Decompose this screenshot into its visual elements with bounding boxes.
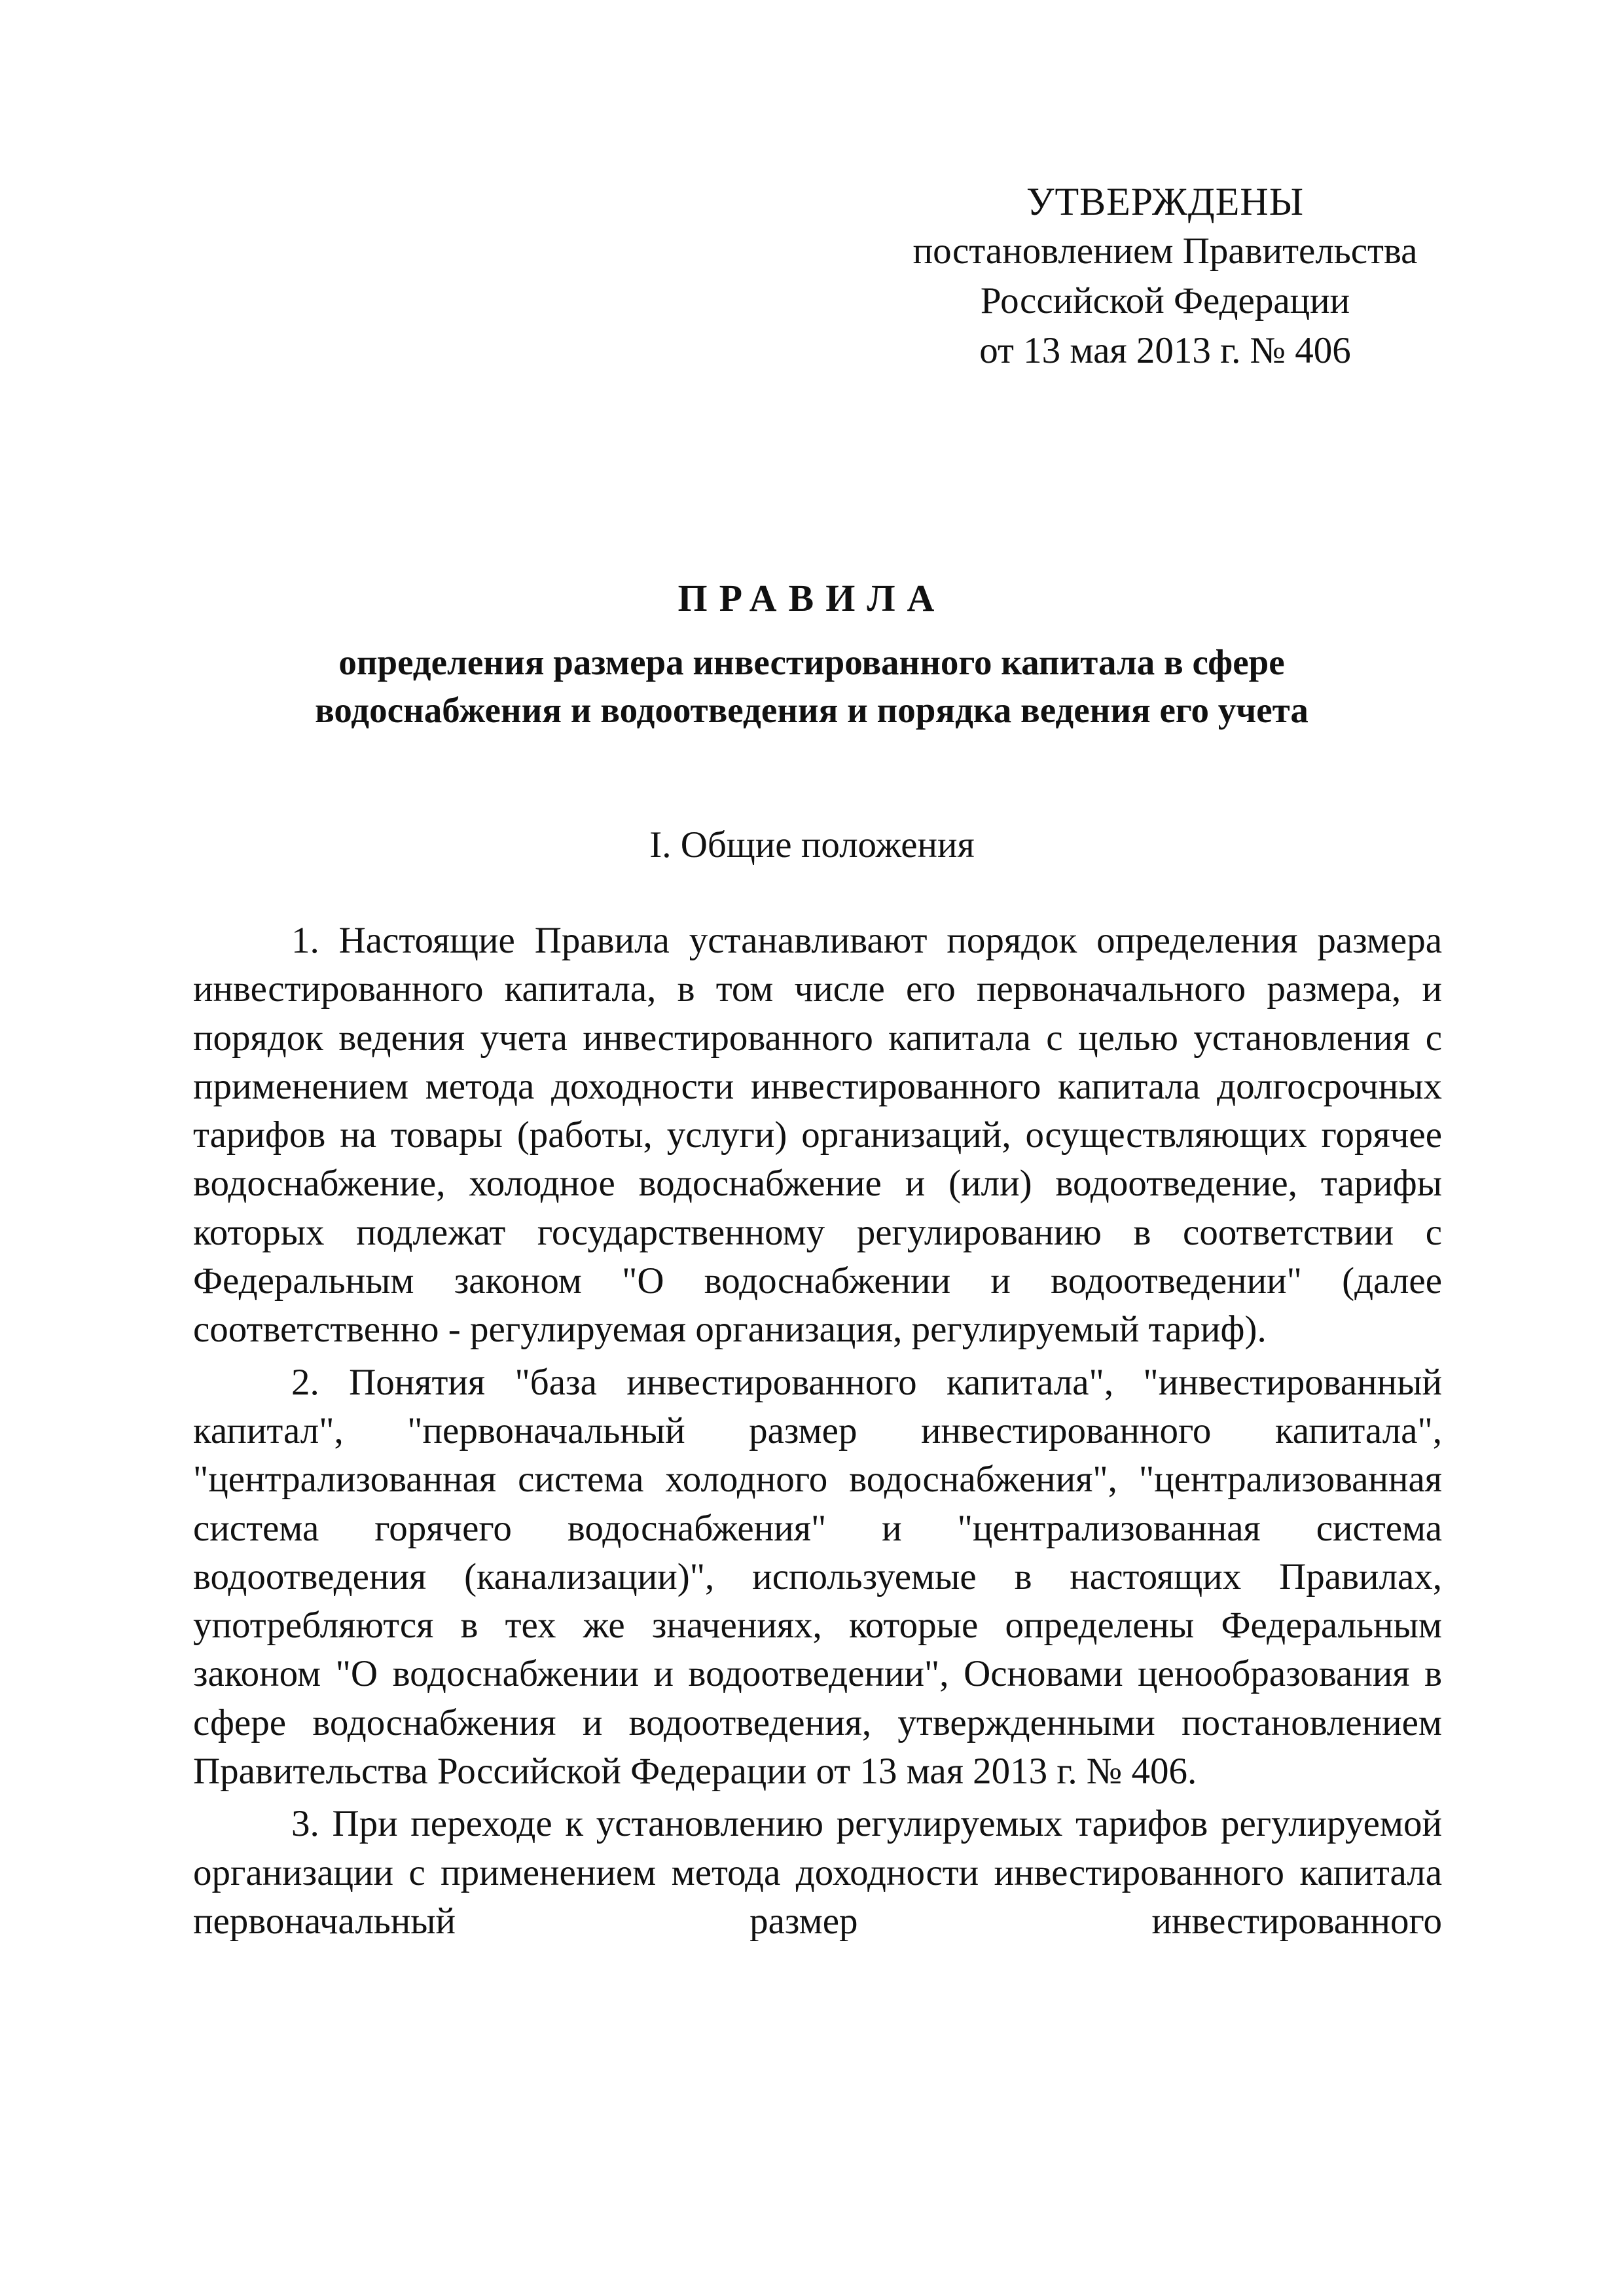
approval-date-line: от 13 мая 2013 г. № 406 [979,330,1351,371]
paragraph-2: 2. Понятия "база инвестированного капитала", "инвестированный капитал", "первоначальный размер инвестированного капитала", "централизованная система холодного водоснабжения", "централизованная система горячего водоснабжения" и "централизованная система водоотведения (канализации)", используемые в настоящих Правилах, употребляются в тех же значениях, которые определены Федеральным законом "О водоснабжении и водоотведении", Основами ценообразования в сфере водоснабжения и водоотведения, утвержденными постановлением Правительства Российской Федерации от 13 мая 2013 г. № 406. [193,1361,1442,1793]
approval-stamp [871,177,1460,376]
document-title: ПРАВИЛА [677,577,947,619]
section-heading: I. Общие положения [649,824,975,866]
body-text [193,917,1442,1946]
document-subtitle [196,638,1427,734]
approval-line: Российской Федерации [980,280,1350,321]
paragraph-1: 1. Настоящие Правила устанавливают порядок определения размера инвестированного капитала, в том числе его первоначального размера, и порядок ведения учета инвестированного капитала с целью установления с применением метода доходности инвестированного капитала долгосрочных тарифов на товары (работы, услуги) организаций, осуществляющих горячее водоснабжение, холодное водоснабжение и (или) водоотведение, тарифы которых подлежат государственному регулированию в соответствии с Федеральным законом "О водоснабжении и водоотведении" (далее соответственно - регулируемая организация, регулируемый тариф). [193,920,1442,1351]
approval-line: постановлением Правительства [912,230,1418,272]
paragraph-3: 3. При переходе к установлению регулируемых тарифов регулируемой организации с применением метода доходности инвестированного капитала первоначальный размер инвестированного [193,1803,1442,1942]
approval-status: УТВЕРЖДЕНЫ [1026,180,1305,223]
subtitle-line: водоснабжения и водоотведения и порядка ведения его учета [315,690,1308,730]
subtitle-line: определения размера инвестированного капитала в сфере [338,642,1285,682]
